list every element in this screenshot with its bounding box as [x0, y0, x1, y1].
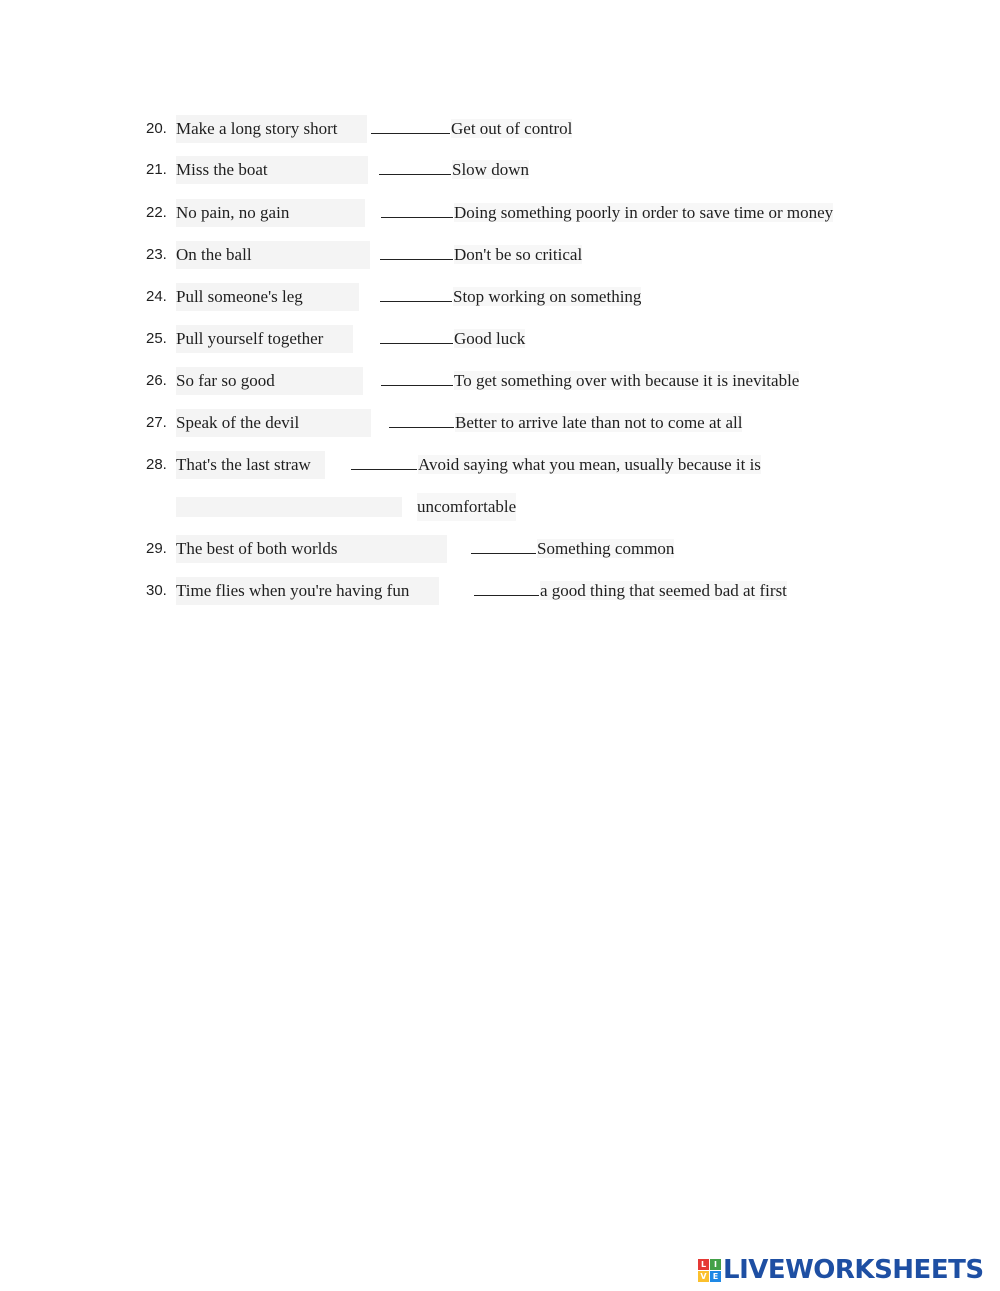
answer-blank-wrap	[380, 283, 641, 311]
answer-blank[interactable]	[381, 367, 453, 386]
meaning-text: Stop working on something	[453, 287, 642, 306]
liveworksheets-logo[interactable]	[698, 1255, 984, 1285]
idiom-text: Make a long story short	[176, 115, 367, 143]
badge-letter: E	[710, 1271, 721, 1282]
badge-letter: L	[698, 1259, 709, 1270]
shaded-fill	[176, 497, 402, 517]
meaning-text: Good luck	[454, 329, 526, 348]
idiom-text: So far so good	[176, 367, 363, 395]
answer-blank[interactable]	[371, 115, 450, 134]
meaning-text: Better to arrive late than not to come at all	[455, 413, 743, 432]
item-row-28-continuation	[0, 493, 1000, 521]
item-row-28	[0, 451, 1000, 479]
idiom-text: Miss the boat	[176, 156, 368, 184]
item-number: 29.	[146, 540, 167, 557]
meaning-text: Doing something poorly in order to save time or money	[454, 203, 834, 222]
item-number: 22.	[146, 204, 167, 221]
idiom-text: The best of both worlds	[176, 535, 447, 563]
idiom-text: Pull yourself together	[176, 325, 353, 353]
answer-blank[interactable]	[379, 156, 451, 175]
answer-blank[interactable]	[381, 199, 453, 218]
meaning-text: Slow down	[452, 160, 529, 179]
answer-blank-wrap	[474, 577, 787, 605]
item-row-29	[0, 535, 1000, 563]
item-row-30	[0, 577, 1000, 605]
item-number: 20.	[146, 120, 167, 137]
item-number: 30.	[146, 582, 167, 599]
answer-blank-wrap	[371, 115, 572, 143]
item-number: 27.	[146, 414, 167, 431]
answer-blank[interactable]	[351, 451, 417, 470]
item-number: 21.	[146, 161, 167, 178]
idiom-text: On the ball	[176, 241, 370, 269]
answer-blank-wrap	[381, 367, 799, 395]
item-number: 23.	[146, 246, 167, 263]
item-row-25	[0, 325, 1000, 353]
item-row-20	[0, 115, 1000, 143]
answer-blank[interactable]	[389, 409, 454, 428]
idiom-text: Speak of the devil	[176, 409, 371, 437]
answer-blank[interactable]	[380, 283, 452, 302]
meaning-text: Something common	[537, 539, 675, 558]
answer-blank[interactable]	[380, 325, 453, 344]
idiom-text: Pull someone's leg	[176, 283, 359, 311]
item-number: 25.	[146, 330, 167, 347]
meaning-text: a good thing that seemed bad at first	[540, 581, 787, 600]
item-row-22	[0, 199, 1000, 227]
answer-blank-wrap	[389, 409, 742, 437]
badge-letter: I	[710, 1259, 721, 1270]
item-row-24	[0, 283, 1000, 311]
idiom-text: That's the last straw	[176, 451, 325, 479]
answer-blank-wrap	[471, 535, 674, 563]
item-number: 24.	[146, 288, 167, 305]
badge-letter: V	[698, 1271, 709, 1282]
meaning-text: Get out of control	[451, 119, 573, 138]
item-row-26	[0, 367, 1000, 395]
logo-text: LIVEWORKSHEETS	[723, 1255, 984, 1285]
answer-blank-wrap	[381, 199, 833, 227]
answer-blank-wrap	[380, 325, 525, 353]
answer-blank-wrap	[351, 451, 761, 479]
item-row-21	[0, 156, 1000, 184]
meaning-text: Don't be so critical	[454, 245, 583, 264]
idiom-text: Time flies when you're having fun	[176, 577, 439, 605]
answer-blank[interactable]	[380, 241, 453, 260]
meaning-continuation-text: uncomfortable	[417, 493, 516, 521]
meaning-text: To get something over with because it is inevitable	[454, 371, 800, 390]
answer-blank[interactable]	[474, 577, 539, 596]
item-row-27	[0, 409, 1000, 437]
live-badge-icon	[698, 1259, 721, 1282]
idiom-text: No pain, no gain	[176, 199, 365, 227]
item-row-23	[0, 241, 1000, 269]
item-number: 28.	[146, 456, 167, 473]
answer-blank-wrap	[380, 241, 582, 269]
meaning-text: Avoid saying what you mean, usually because it is	[418, 455, 761, 474]
item-number: 26.	[146, 372, 167, 389]
answer-blank-wrap	[379, 156, 529, 184]
answer-blank[interactable]	[471, 535, 536, 554]
